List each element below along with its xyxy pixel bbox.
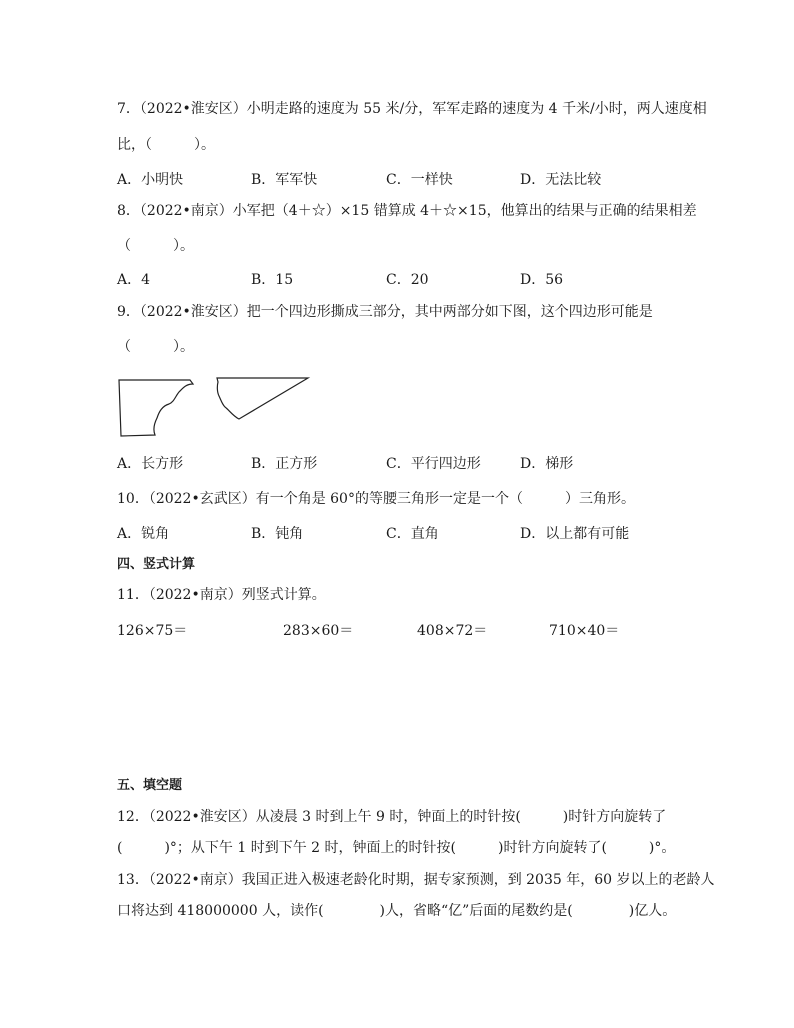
section-heading-vertical-calculation: 四、竖式计算 [117,557,196,572]
torn-piece-right [217,378,308,419]
q8-option-c[interactable]: C．20 [386,272,429,288]
torn-quadrilateral-figure [117,374,317,438]
q11-calc-1: 126×75＝ [117,623,188,639]
q9-option-a[interactable]: A．长方形 [117,456,184,472]
q10-option-a[interactable]: A．锐角 [117,526,170,542]
q12-stem-line1: 12．（2022•淮安区）从凌晨 3 时到上午 9 时，钟面上的时针按( )时针方向旋转了 [117,809,667,825]
q10-option-d[interactable]: D．以上都有可能 [520,526,630,542]
q11-stem: 11．（2022•南京）列竖式计算。 [117,587,326,603]
q8-stem-line1: 8．（2022•南京）小军把（4＋☆）×15 错算成 4＋☆×15，他算出的结果与正确的结果相差 [117,203,697,219]
section-heading-fill-in-blanks: 五、填空题 [117,778,183,793]
q7-option-d[interactable]: D．无法比较 [520,172,602,188]
q9-option-c[interactable]: C．平行四边形 [386,456,481,472]
q7-option-c[interactable]: C．一样快 [386,172,453,188]
q11-calc-3: 408×72＝ [417,623,488,639]
q9-stem-line1: 9．（2022•淮安区）把一个四边形撕成三部分，其中两部分如下图，这个四边形可能是 [117,304,653,320]
q13-stem-line2: 口将达到 418000000 人，读作( )人，省略“亿”后面的尾数约是( )亿人。 [117,903,677,919]
q8-option-d[interactable]: D．56 [520,272,564,288]
q8-stem-line2: （ ）。 [117,238,194,254]
q13-stem-line1: 13．（2022•南京）我国正进入极速老龄化时期，据专家预测，到 2035 年，60 岁以上的老龄人 [117,872,715,888]
q10-stem: 10．（2022•玄武区）有一个角是 60°的等腰三角形一定是一个（ ）三角形。 [117,491,635,507]
q9-option-d[interactable]: D．梯形 [520,456,574,472]
q9-stem-line2: （ ）。 [117,339,194,355]
q10-option-b[interactable]: B．钝角 [251,526,304,542]
q12-stem-line2: ( )°；从下午 1 时到下午 2 时，钟面上的时针按( )时针方向旋转了( )°。 [117,840,676,856]
q10-option-c[interactable]: C．直角 [386,526,439,542]
q9-option-b[interactable]: B．正方形 [251,456,318,472]
q11-calc-2: 283×60＝ [283,623,354,639]
q7-option-b[interactable]: B．军军快 [251,172,318,188]
q8-option-a[interactable]: A．4 [117,272,151,288]
q11-calc-4: 710×40＝ [549,623,620,639]
q7-stem-line2: 比，（ ）。 [117,137,215,153]
q7-option-a[interactable]: A．小明快 [117,172,184,188]
q7-stem-line1: 7．（2022•淮安区）小明走路的速度为 55 米/分，军军走路的速度为 4 千米/小时，两人速度相 [117,101,707,117]
torn-piece-left [119,380,193,436]
q8-option-b[interactable]: B．15 [251,272,294,288]
